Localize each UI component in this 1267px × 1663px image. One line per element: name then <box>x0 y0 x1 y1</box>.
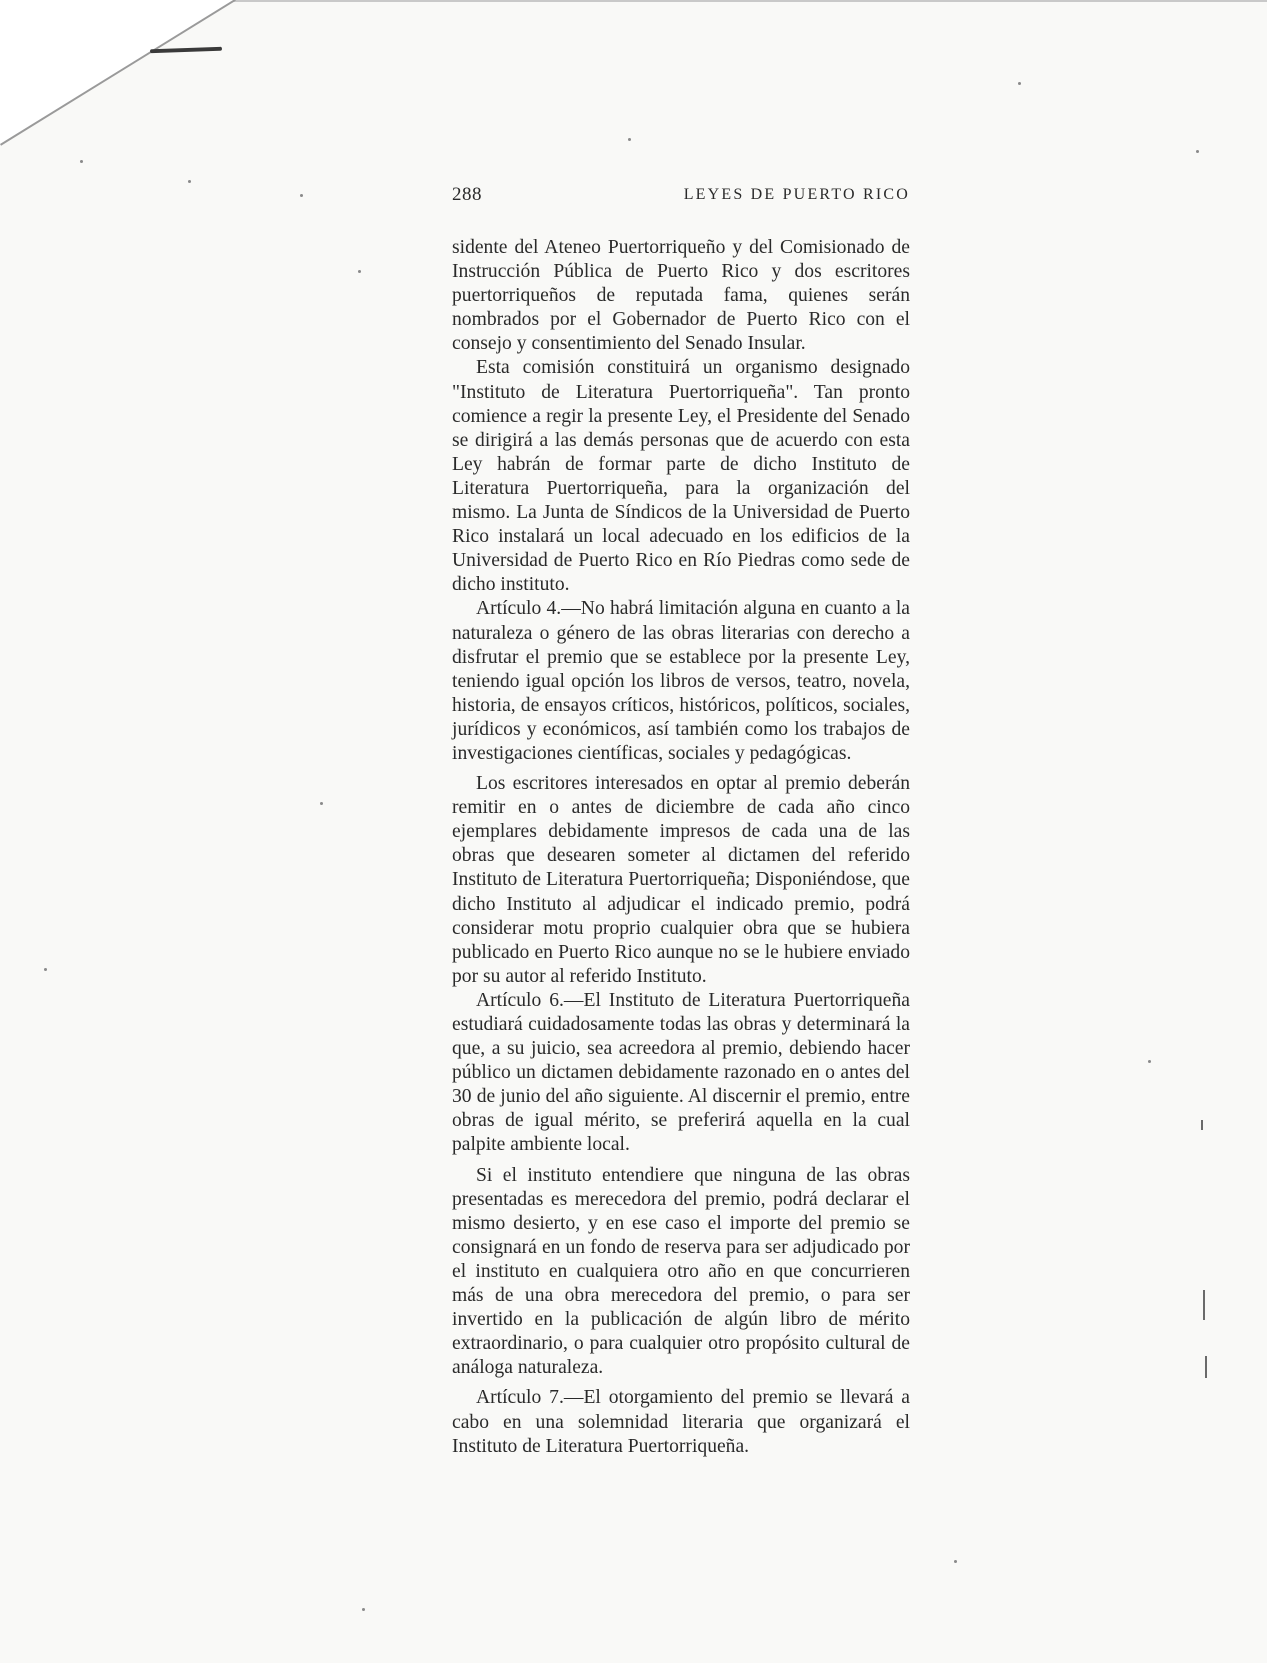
running-head: LEYES DE PUERTO RICO <box>683 186 910 203</box>
paragraph: Artículo 6.—El Instituto de Literatura Puertorriqueña estudiará cuidadosamente todas las obras y determinará la que, a su juicio, sea acreedora al premio, debiendo hacer público un dictamen debidamente razonado en o antes del 30 de junio del año siguiente. Al discernir el premio, entre obras de igual mérito, se preferirá aquella en la cual palpite ambiente local. <box>452 989 910 1156</box>
dust-speck <box>1196 150 1199 153</box>
dust-speck <box>1148 1060 1151 1063</box>
dust-speck <box>628 138 631 141</box>
paragraph: Artículo 4.—No habrá limitación alguna en cuanto a la naturaleza o género de las obras literarias con derecho a disfrutar el premio que se establece por la presente Ley, teniendo igual opción los libros de versos, teatro, novela, historia, de ensayos críticos, históricos, políticos, sociales, jurídicos y económicos, así también como los trabajos de investigaciones científicas, sociales y pedagógicas. <box>452 598 910 764</box>
paragraph: Si el instituto entendiere que ninguna de las obras presentadas es merecedora del premio, podrá declarar el mismo desierto, y en ese caso el importe del premio se consignará en un fondo de reserva para ser adjudicado por el instituto en cualquiera otro año en que concurrieren más de una obra merecedora del premio, o para ser invertido en la publicación de algún libro de mérito extraordinario, o para cualquier otro propósito cultural de análoga naturaleza. <box>452 1164 910 1379</box>
dust-speck <box>1018 82 1021 85</box>
page-header <box>452 184 910 210</box>
body-text <box>452 236 910 1459</box>
page-top-edge <box>232 0 1267 2</box>
dust-speck <box>80 160 83 163</box>
paragraph: Esta comisión constituirá un organismo designado "Instituto de Literatura Puertorriqueña". Tan pronto comience a regir la presente Ley, el Presidente del Senado se dirigirá a las demás personas que de acuerdo con esta Ley habrán de formar parte de dicho Instituto de Literatura Puertorriqueña, para la organización del mismo. La Junta de Síndicos de la Universidad de Puerto Rico instalará un local adecuado en los edificios de la Universidad de Puerto Rico en Río Piedras como sede de dicho instituto. <box>452 357 910 596</box>
dust-speck <box>300 194 303 197</box>
margin-mark <box>1203 1290 1205 1320</box>
paragraph: sidente del Ateneo Puertorriqueño y del Comisionado de Instrucción Pública de Puerto Rico y dos escritores puertorriqueños de reputada fama, quienes serán nombrados por el Gobernador de Puerto Rico con el consejo y consentimiento del Senado Insular. <box>452 237 910 355</box>
margin-mark <box>1201 1120 1203 1130</box>
dust-speck <box>320 802 323 805</box>
dust-speck <box>362 1608 365 1611</box>
dust-speck <box>954 1560 957 1563</box>
margin-mark <box>1205 1356 1207 1378</box>
dust-speck <box>358 270 361 273</box>
dust-speck <box>188 180 191 183</box>
dust-speck <box>44 968 47 971</box>
paragraph: Artículo 7.—El otorgamiento del premio se llevará a cabo en una solemnidad literaria que organizará el Instituto de Literatura Puertorriqueña. <box>452 1387 910 1457</box>
page-number: 288 <box>452 184 482 205</box>
paragraph: Los escritores interesados en optar al premio deberán remitir en o antes de diciembre de cada año cinco ejemplares debidamente impresos de cada una de las obras que desearen someter al dictamen del referido Instituto de Literatura Puertorriqueña; Disponiéndose, que dicho Instituto al adjudicar el indicado premio, podrá considerar motu proprio cualquier obra que se hubiera publicado en Puerto Rico aunque no se le hubiere enviado por su autor al referido Instituto. <box>452 773 910 987</box>
